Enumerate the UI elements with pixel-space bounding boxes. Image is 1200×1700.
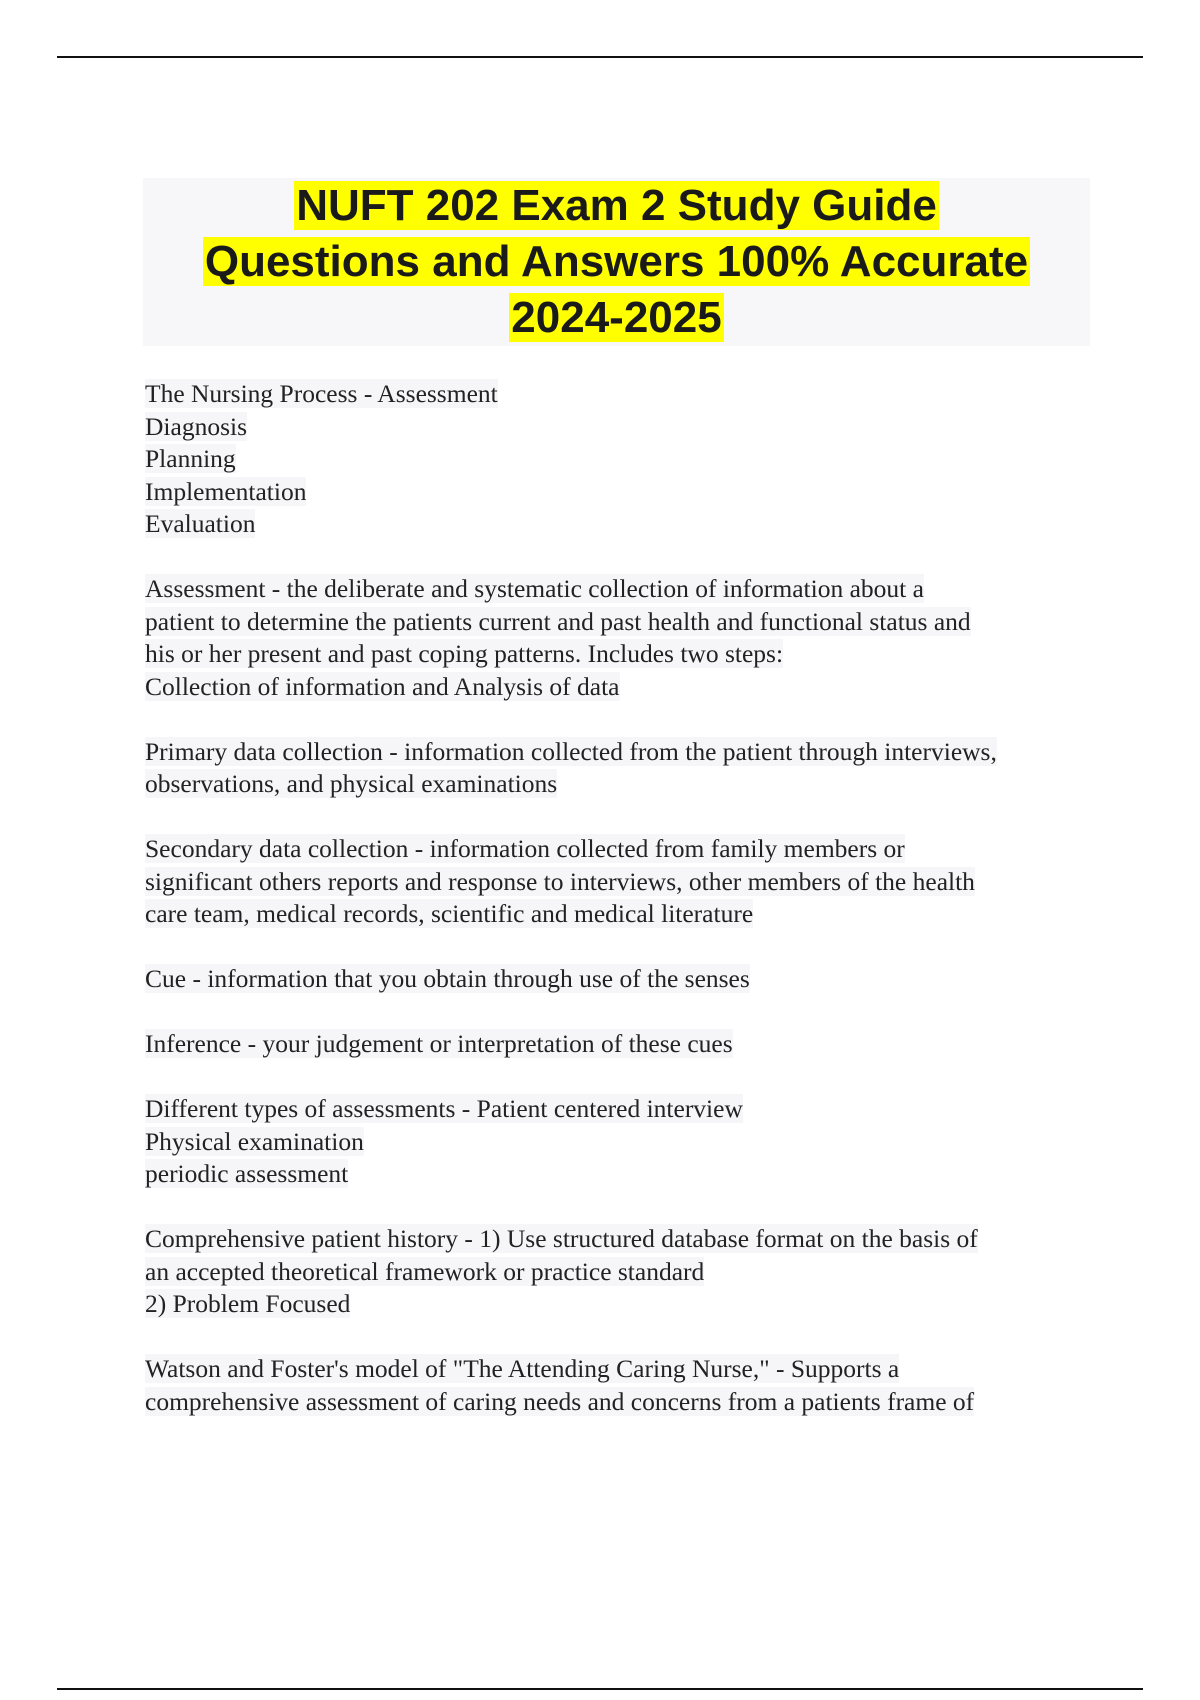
bottom-rule [57,1688,1143,1690]
term-entry-inference [145,1028,1095,1061]
entry-line: Cue - information that you obtain through use of the senses [145,964,750,993]
entry-line: Different types of assessments - Patient centered interview [145,1094,743,1123]
document-body [145,378,1095,1451]
entry-line: Watson and Foster's model of "The Attending Caring Nurse," - Supports a [145,1354,900,1383]
entry-line: significant others reports and response to interviews, other members of the health [145,866,975,896]
entry-line: comprehensive assessment of caring needs and concerns from a patients frame of [145,1386,975,1416]
term-entry-assessment-types [145,1093,1095,1191]
term-entry-assessment [145,573,1095,703]
entry-line: Assessment - the deliberate and systematic collection of information about a [145,574,924,603]
entry-line: Collection of information and Analysis of data [145,671,620,701]
entry-line: his or her present and past coping patterns. Includes two steps: [145,639,784,668]
term-entry-cue [145,963,1095,996]
entry-line: The Nursing Process - Assessment [145,379,498,408]
entry-line: patient to determine the patients current and past health and functional status and [145,606,971,636]
entry-line: Comprehensive patient history - 1) Use structured database format on the basis of [145,1224,978,1253]
entry-line: Physical examination [145,1126,364,1156]
entry-line: Inference - your judgement or interpretation of these cues [145,1029,733,1058]
top-rule [57,56,1143,58]
entry-line: periodic assessment [145,1159,349,1188]
title-line: 2024-2025 [511,293,722,342]
term-entry-secondary-data [145,833,1095,931]
entry-line: 2) Problem Focused [145,1289,351,1318]
entry-line: an accepted theoretical framework or practice standard [145,1256,705,1286]
term-entry-nursing-process [145,378,1095,541]
title-line: NUFT 202 Exam 2 Study Guide [296,181,937,230]
term-entry-patient-history [145,1223,1095,1321]
entry-line: observations, and physical examinations [145,769,558,798]
entry-line: Secondary data collection - information collected from family members or [145,834,905,863]
term-entry-watson-foster [145,1353,1095,1418]
entry-line: Diagnosis [145,411,247,441]
entry-line: Primary data collection - information collected from the patient through interviews, [145,736,997,766]
entry-line: care team, medical records, scientific and medical literature [145,899,754,928]
document-title [143,178,1090,346]
entry-line: Planning [145,444,236,473]
entry-line: Evaluation [145,509,256,538]
term-entry-primary-data [145,736,1095,801]
entry-line: Implementation [145,476,307,506]
title-line: Questions and Answers 100% Accurate [204,237,1029,286]
